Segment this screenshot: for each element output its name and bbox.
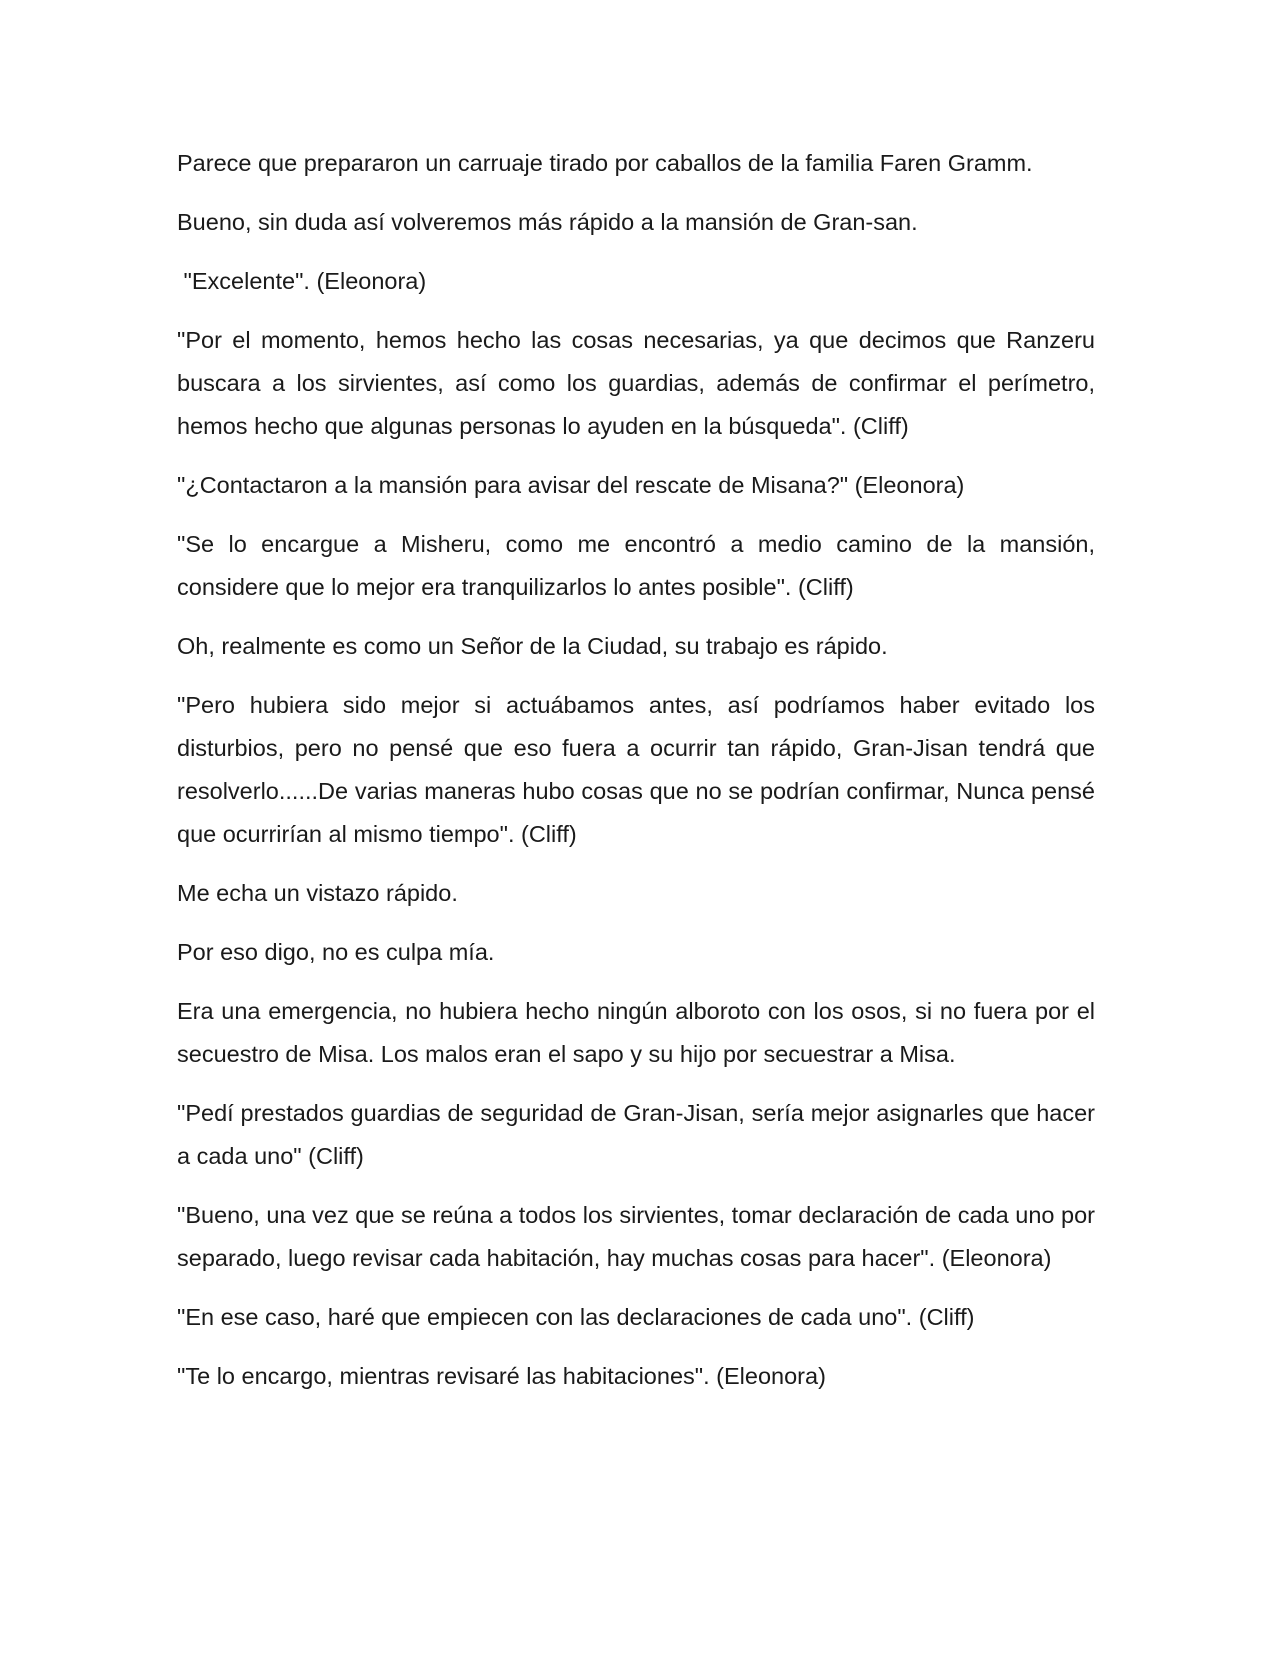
paragraph: "¿Contactaron a la mansión para avisar del rescate de Misana?" (Eleonora) bbox=[177, 472, 965, 498]
paragraph: "Se lo encargue a Misheru, como me encontró a medio camino de la mansión, considere que lo mejor era tranquilizarlos lo antes posible". (Cliff) bbox=[177, 531, 1102, 600]
paragraph: "En ese caso, haré que empiecen con las declaraciones de cada uno". (Cliff) bbox=[177, 1304, 975, 1330]
paragraph: "Pero hubiera sido mejor si actuábamos antes, así podríamos haber evitado los disturbios, pero no pensé que eso fuera a ocurrir tan rápido, Gran-Jisan tendrá que resolverlo......De varias maneras hubo cosas que no se podrían confirmar, Nunca pensé que ocurrirían al mismo tiempo". (Cliff) bbox=[177, 692, 1102, 847]
paragraph: "Por el momento, hemos hecho las cosas necesarias, ya que decimos que Ranzeru buscara a los sirvientes, así como los guardias, además de confirmar el perímetro, hemos hecho que algunas personas lo ayuden en la búsqueda". (Cliff) bbox=[177, 327, 1102, 439]
paragraph: "Bueno, una vez que se reúna a todos los sirvientes, tomar declaración de cada uno por separado, luego revisar cada habitación, hay muchas cosas para hacer". (Eleonora) bbox=[177, 1202, 1102, 1271]
paragraph: "Te lo encargo, mientras revisaré las habitaciones". (Eleonora) bbox=[177, 1363, 826, 1389]
paragraph: "Pedí prestados guardias de seguridad de Gran-Jisan, sería mejor asignarles que hacer a cada uno" (Cliff) bbox=[177, 1100, 1102, 1169]
paragraph: Me echa un vistazo rápido. bbox=[177, 880, 458, 906]
paragraph: Era una emergencia, no hubiera hecho ningún alboroto con los osos, si no fuera por el secuestro de Misa. Los malos eran el sapo y su hijo por secuestrar a Misa. bbox=[177, 998, 1102, 1067]
paragraph: "Excelente". (Eleonora) bbox=[177, 268, 427, 294]
document-body bbox=[177, 142, 1102, 1398]
paragraph: Parece que prepararon un carruaje tirado por caballos de la familia Faren Gramm. bbox=[177, 150, 1033, 176]
paragraph: Por eso digo, no es culpa mía. bbox=[177, 939, 495, 965]
paragraph: Oh, realmente es como un Señor de la Ciudad, su trabajo es rápido. bbox=[177, 633, 888, 659]
paragraph: Bueno, sin duda así volveremos más rápido a la mansión de Gran-san. bbox=[177, 209, 918, 235]
